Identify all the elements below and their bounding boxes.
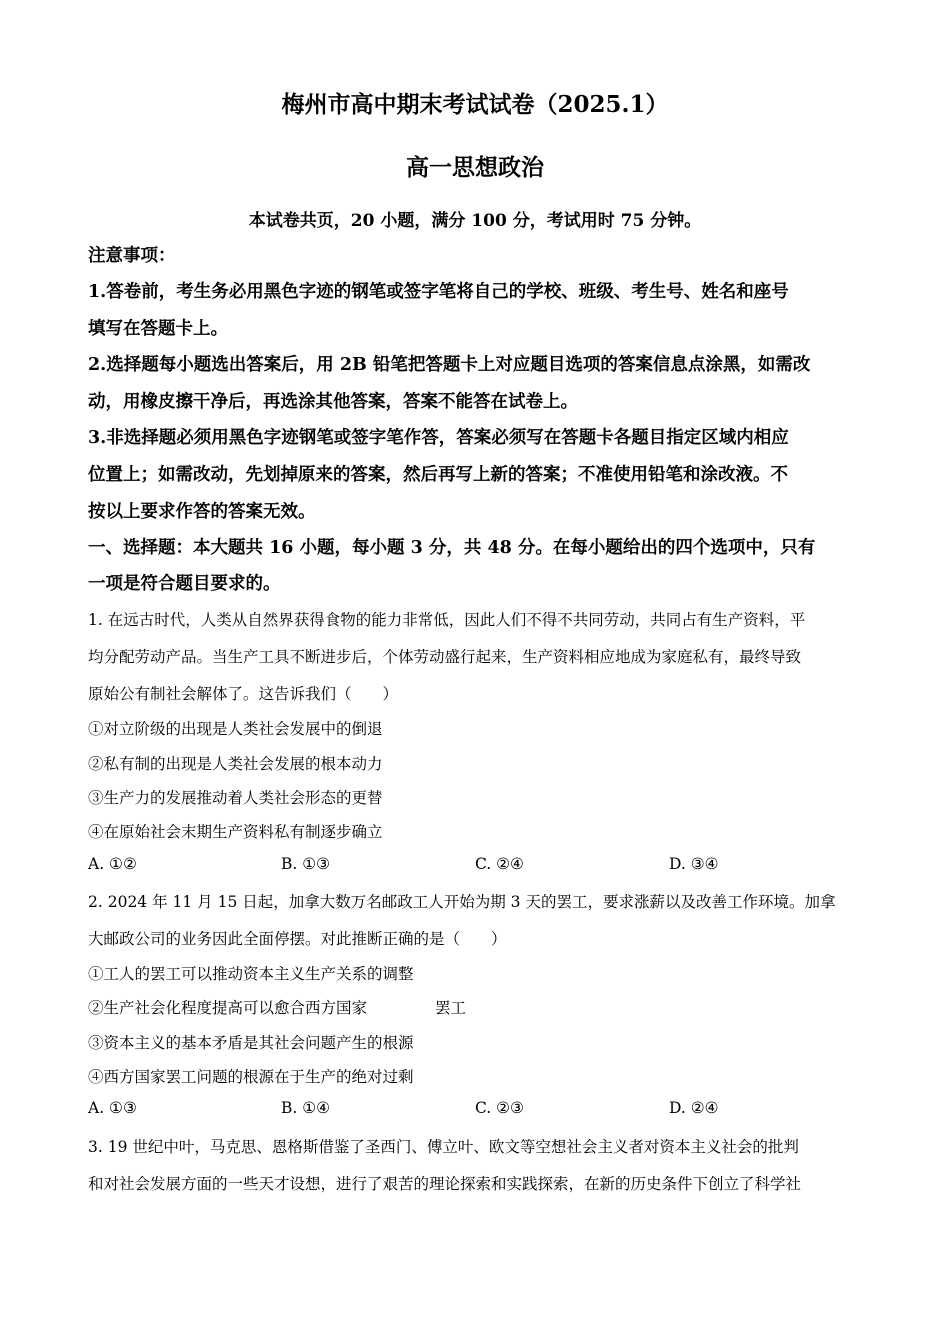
question-2-option-c: C. ②③ xyxy=(475,1099,524,1117)
question-2-statement-2: ②生产社会化程度提高可以愈合西方国家 xyxy=(88,999,368,1017)
note-item-3-line-2: 位置上；如需改动，先划掉原来的答案，然后再写上新的答案；不准使用铅笔和涂改液。不 xyxy=(88,465,788,485)
question-1-option-d: D. ③④ xyxy=(669,855,719,873)
question-1-statement-4: ④在原始社会末期生产资料私有制逐步确立 xyxy=(88,823,383,841)
question-2-option-b: B. ①④ xyxy=(281,1099,331,1117)
question-1-statement-1: ①对立阶级的出现是人类社会发展中的倒退 xyxy=(88,720,383,738)
question-2-option-d: D. ②④ xyxy=(669,1099,719,1117)
exam-title: 梅州市高中期末考试试卷（2025.1） xyxy=(281,91,669,118)
note-item-2-line-2: 动，用橡皮擦干净后，再选涂其他答案，答案不能答在试卷上。 xyxy=(88,392,578,412)
section-1-heading-line-2: 一项是符合题目要求的。 xyxy=(88,574,281,594)
question-2-option-a: A. ①③ xyxy=(88,1099,137,1117)
notes-heading: 注意事项： xyxy=(88,246,176,266)
question-1-option-b: B. ①③ xyxy=(281,855,331,873)
question-2-statement-3: ③资本主义的基本矛盾是其社会问题产生的根源 xyxy=(88,1034,414,1052)
question-2-stem-line-2: 大邮政公司的业务因此全面停摆。对此推断正确的是（ ） xyxy=(88,930,507,948)
question-1-statement-2: ②私有制的出现是人类社会发展的根本动力 xyxy=(88,755,383,773)
question-1-option-c: C. ②④ xyxy=(475,855,524,873)
question-2-statement-4: ④西方国家罢工问题的根源在于生产的绝对过剩 xyxy=(88,1068,414,1086)
note-item-1-line-1: 1.答卷前，考生务必用黑色字迹的钢笔或签字笔将自己的学校、班级、考生号、姓名和座号 xyxy=(88,282,789,302)
note-item-1-line-2: 填写在答题卡上。 xyxy=(88,319,228,339)
exam-subject: 高一思想政治 xyxy=(406,154,544,181)
question-2-statement-1: ①工人的罢工可以推动资本主义生产关系的调整 xyxy=(88,965,414,983)
note-item-2-line-1: 2.选择题每小题选出答案后，用 2B 铅笔把答题卡上对应题目选项的答案信息点涂黑，如需改 xyxy=(88,355,811,375)
question-3-stem-line-1: 3. 19 世纪中叶，马克思、恩格斯借鉴了圣西门、傅立叶、欧文等空想社会主义者对资本主义社会的批判 xyxy=(88,1138,799,1156)
exam-info: 本试卷共页，20 小题，满分 100 分，考试用时 75 分钟。 xyxy=(248,211,702,231)
question-2-stem-line-1: 2. 2024 年 11 月 15 日起，加拿大数万名邮政工人开始为期 3 天的罢工，要求涨薪以及改善工作环境。加拿 xyxy=(88,893,836,911)
section-1-heading-line-1: 一、选择题：本大题共 16 小题，每小题 3 分，共 48 分。在每小题给出的四个选项中，只有 xyxy=(88,538,816,558)
note-item-3-line-1: 3.非选择题必须用黑色字迹钢笔或签字笔作答，答案必须写在答题卡各题目指定区域内相应 xyxy=(88,428,789,448)
question-2-statement-2-tail: 罢工 xyxy=(435,999,467,1017)
question-1-statement-3: ③生产力的发展推动着人类社会形态的更替 xyxy=(88,789,383,807)
note-item-3-line-3: 按以上要求作答的答案无效。 xyxy=(88,502,316,522)
question-1-stem-line-2: 均分配劳动产品。当生产工具不断进步后，个体劳动盛行起来，生产资料相应地成为家庭私有，最终导致 xyxy=(88,648,802,666)
question-1-stem-line-1: 1. 在远古时代，人类从自然界获得食物的能力非常低，因此人们不得不共同劳动，共同占有生产资料，平 xyxy=(88,611,806,629)
question-3-stem-line-2: 和对社会发展方面的一些天才设想，进行了艰苦的理论探索和实践探索，在新的历史条件下创立了科学社 xyxy=(88,1175,802,1193)
question-1-option-a: A. ①② xyxy=(88,855,137,873)
question-1-stem-line-3: 原始公有制社会解体了。这告诉我们（ ） xyxy=(88,685,399,703)
